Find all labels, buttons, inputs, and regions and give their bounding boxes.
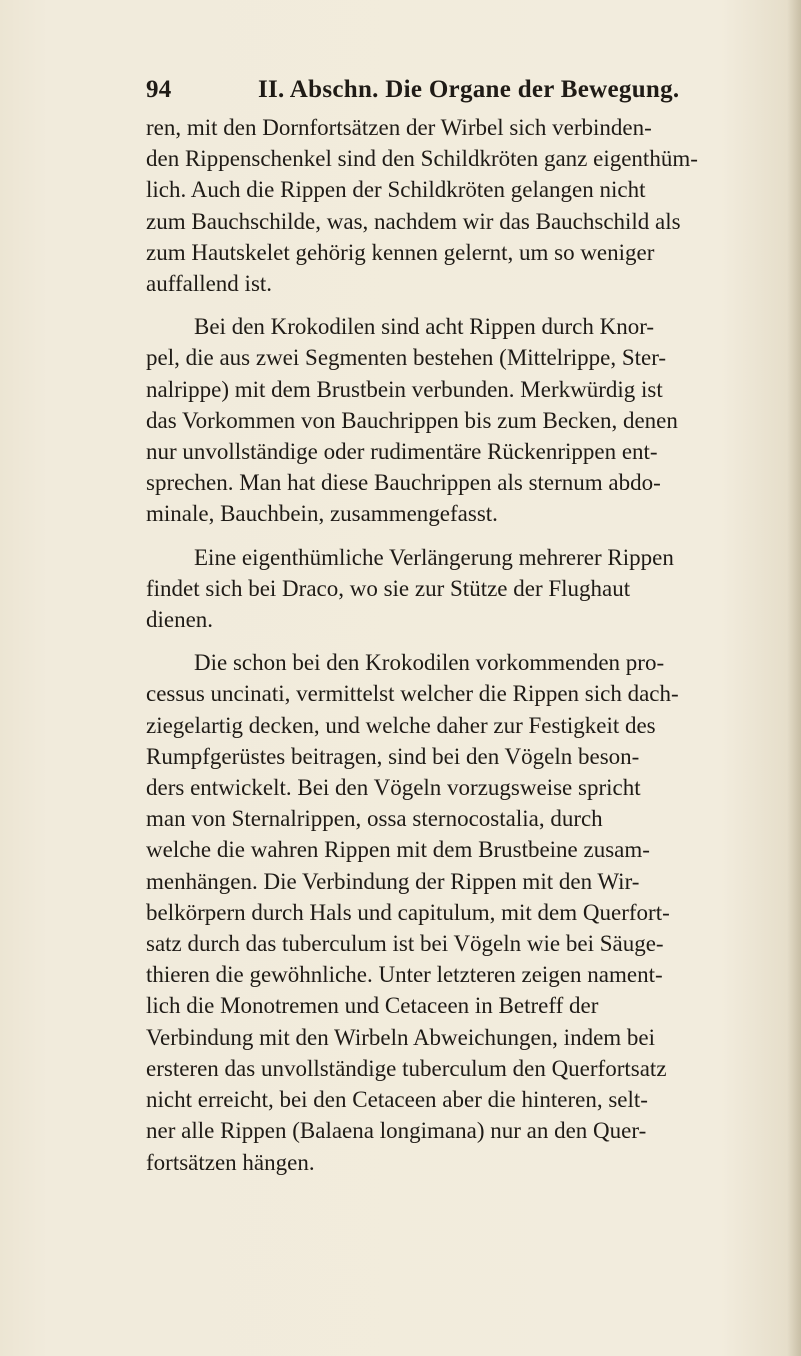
text-line: ner alle Rippen (Balaena longimana) nur an den Quer- xyxy=(146,1118,647,1144)
paragraph-4 xyxy=(146,647,738,1177)
text-line: Eine eigenthümliche Verlängerung mehrerer Rippen xyxy=(194,544,674,570)
text-line: welche die wahren Rippen mit dem Brustbeine zusam- xyxy=(146,837,650,863)
text-line: das Vorkommen von Bauchrippen bis zum Becken, denen xyxy=(146,407,678,433)
text-line: thieren die gewöhnliche. Unter letzteren zeigen nament- xyxy=(146,962,663,988)
text-line: cessus uncinati, vermittelst welcher die Rippen sich dach- xyxy=(146,681,679,707)
text-line: pel, die aus zwei Segmenten bestehen (Mittelrippe, Ster- xyxy=(146,345,667,371)
paragraph-3 xyxy=(146,542,738,636)
text-line: ersteren das unvollständige tuberculum den Querfortsatz xyxy=(146,1055,667,1081)
page-edge-shadow xyxy=(787,0,801,1356)
text-line: man von Sternalrippen, ossa sternocostalia, durch xyxy=(146,806,603,832)
text-line: fortsätzen hängen. xyxy=(146,1149,315,1175)
text-line: belkörpern durch Hals und capitulum, mit dem Querfort- xyxy=(146,899,670,925)
running-title: II. Abschn. Die Organe der Bewegung. xyxy=(258,76,680,103)
text-line: findet sich bei Draco, wo sie zur Stütze der Flughaut xyxy=(146,575,631,601)
text-line: zum Bauchschilde, was, nachdem wir das Bauchschild als xyxy=(146,208,681,234)
text-line: lich die Monotremen und Cetaceen in Betreff der xyxy=(146,993,599,1019)
text-line: dienen. xyxy=(146,607,214,633)
text-line: Die schon bei den Krokodilen vorkommenden pro- xyxy=(194,650,665,676)
text-line: zum Hautskelet gehörig kennen gelernt, um so weniger xyxy=(146,239,655,265)
text-line: menhängen. Die Verbindung der Rippen mit den Wir- xyxy=(146,868,640,894)
text-line: minale, Bauchbein, zusammengefasst. xyxy=(146,501,498,527)
text-line: den Rippenschenkel sind den Schildkröten ganz eigenthüm- xyxy=(146,146,698,172)
text-line: Bei den Krokodilen sind acht Rippen durch Knor- xyxy=(194,314,655,340)
text-line: Verbindung mit den Wirbeln Abweichungen, indem bei xyxy=(146,1024,656,1050)
text-line: ziegelartig decken, und welche daher zur Festigkeit des xyxy=(146,712,656,738)
body-text xyxy=(146,112,738,1190)
text-line: ren, mit den Dornfortsätzen der Wirbel sich verbinden- xyxy=(146,115,652,140)
text-line: satz durch das tuberculum ist bei Vögeln wie bei Säuge- xyxy=(146,931,664,957)
text-line: auffallend ist. xyxy=(146,271,273,297)
text-line: Rumpfgerüstes beitragen, sind bei den Vögeln beson- xyxy=(146,743,640,769)
text-line: lich. Auch die Rippen der Schildkröten gelangen nicht xyxy=(146,177,646,203)
page-number: 94 xyxy=(146,76,172,103)
text-line: sprechen. Man hat diese Bauchrippen als sternum abdo- xyxy=(146,470,661,496)
text-line: ders entwickelt. Bei den Vögeln vorzugsweise spricht xyxy=(146,775,641,801)
text-line: nalrippe) mit dem Brustbein verbunden. Merkwürdig ist xyxy=(146,376,663,402)
text-line: nicht erreicht, bei den Cetaceen aber die hinteren, selt- xyxy=(146,1087,648,1113)
page-header xyxy=(146,76,706,110)
paragraph-1 xyxy=(146,112,738,299)
text-line: nur unvollständige oder rudimentäre Rückenrippen ent- xyxy=(146,439,658,465)
paragraph-2 xyxy=(146,311,738,529)
